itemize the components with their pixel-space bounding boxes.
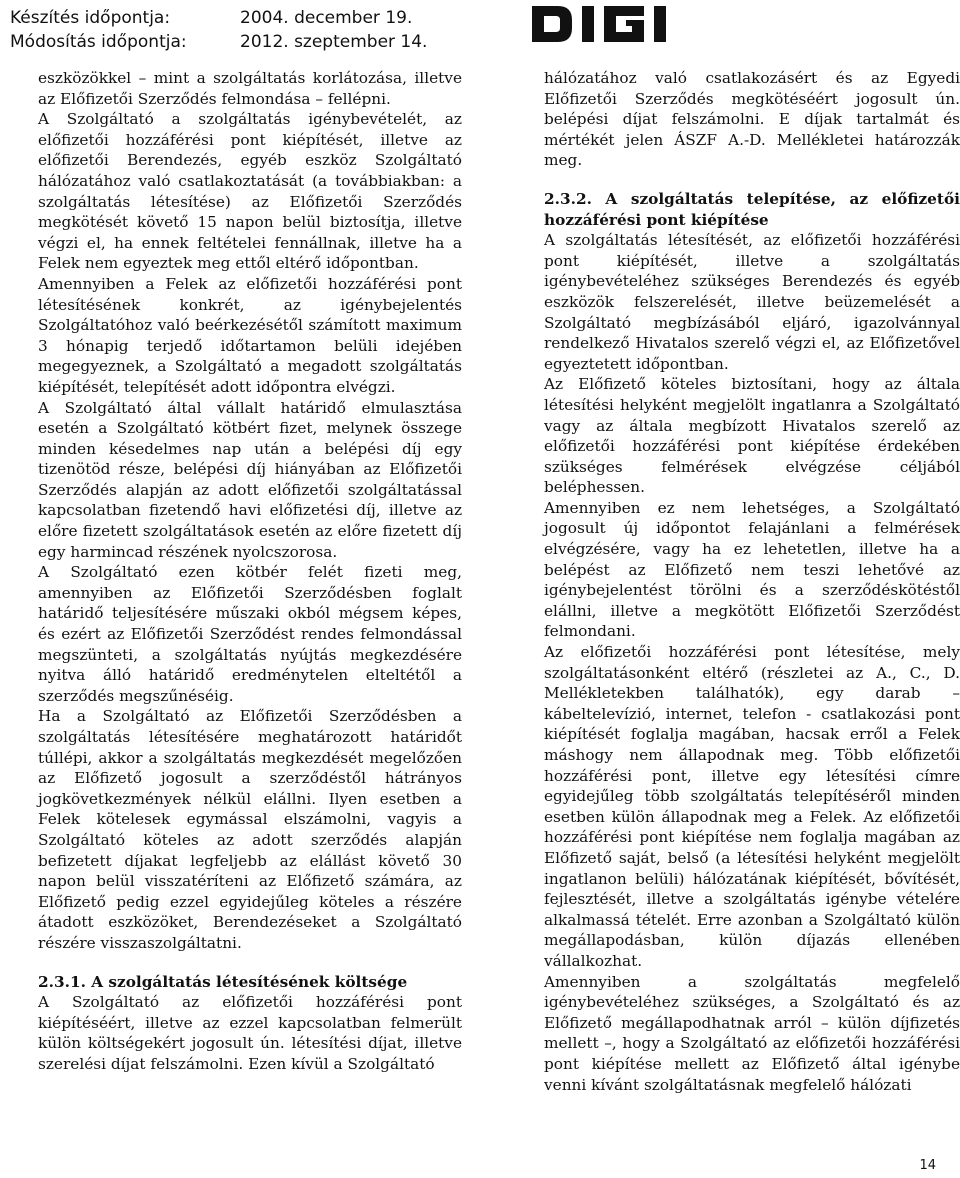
left-column bbox=[38, 68, 462, 1075]
paragraph: hálózatához való csatlakozásért és az Egyedi Előfizetői Szerződés megkötéséért jogosult ún. belépési díjat felszámolni. E díjak tartalmát és mértékét jelen ÁSZF A.-D. Mellékletei határozzák meg. bbox=[544, 69, 960, 170]
paragraph: A Szolgáltató az előfizetői hozzáférési pont kiépítéséért, illetve az ezzel kapcsolatban felmerült külön költségekért jogosult ún. létesítési díjat, illetve szerelési díjat felszámolni. Ezen kívül a Szolgáltató bbox=[38, 993, 462, 1073]
paragraph: Ha a Szolgáltató az Előfizetői Szerződésben a szolgáltatás létesítésére meghatározott határidőt túllépi, akkor a szolgáltatás megkezdését megelőzően az Előfizető jogosult a szerződéstől hátrányos jogkövetkezmények nélkül elállni. Ilyen esetben a Felek kötelesek egymással elszámolni, vagyis a Szolgáltató köteles az adott szerződés alapján befizetett díjakat legfeljebb az elállást követő 30 napon belül visszatéríteni az Előfizető számára, az Előfizető pedig ezzel egyidejűleg köteles a részére átadott eszközöket, Berendezéseket a Szolgáltató részére visszaszolgáltatni. bbox=[38, 707, 462, 952]
document-header bbox=[10, 6, 427, 54]
paragraph: Az Előfizető köteles biztosítani, hogy az általa létesítési helyként megjelölt ingatlanra a Szolgáltató vagy az általa megbízott Hivatalos szerelő az előfizetői hozzáférési pont kiépítése érdekében szükséges felmérések elvégzése céljából beléphessen. bbox=[544, 375, 960, 497]
created-value: 2004. december 19. bbox=[240, 8, 413, 28]
paragraph: Amennyiben a Felek az előfizetői hozzáférési pont létesítésének konkrét, az igénybejelentés Szolgáltatóhoz való beérkezésétől számított maximum 3 hónapig terjedő időtartamon belüli idejében megegyeznek, a Szolgáltató a megadott szolgáltatás kiépítését, telepítését adott időpontra elvégzi. bbox=[38, 274, 462, 396]
section-heading-2-3-2: 2.3.2. A szolgáltatás telepítése, az előfizetői hozzáférési pont kiépítése bbox=[544, 189, 960, 229]
paragraph: A Szolgáltató a szolgáltatás igénybevételét, az előfizetői hozzáférési pont kiépítését, illetve az előfizetői Berendezés, egyéb eszköz Szolgáltató hálózatához való csatlakoztatását (a továbbiakban: a szolgáltatás létesítése) az Előfizetői Szerződés megkötését követő 15 napon belül biztosítja, illetve végzi el, ha ennek feltételei fennállnak, illetve ha a Felek nem egyeztek meg ettől eltérő időpontban. bbox=[38, 110, 462, 273]
paragraph: Amennyiben a szolgáltatás megfelelő igénybevételéhez szükséges, a Szolgáltató és az Előfizető megállapodhatnak arról – külön díjfizetés mellett –, hogy a Szolgáltató az előfizetői hozzáférési pont kiépítése mellett az Előfizető által igénybe venni kívánt szolgáltatásnak megfelelő hálózati bbox=[544, 972, 960, 1094]
section-heading-2-3-1: 2.3.1. A szolgáltatás létesítésének költsége bbox=[38, 972, 408, 991]
digi-logo bbox=[532, 4, 696, 44]
page-number: 14 bbox=[919, 1158, 936, 1173]
paragraph: A Szolgáltató ezen kötbér felét fizeti meg, amennyiben az Előfizetői Szerződésben foglalt határidő teljesítésére műszaki okból mégsem képes, és ezért az Előfizetői Szerződést rendes felmondással megszünteti, a szolgáltatás nyújtás megkezdésére nyitva álló határidő eredménytelen elteltétől a szerződés megszűnéséig. bbox=[38, 563, 462, 705]
modified-label: Módosítás időpontja: bbox=[10, 32, 187, 52]
paragraph: eszközökkel – mint a szolgáltatás korlátozása, illetve az Előfizetői Szerződés felmondása – fellépni. bbox=[38, 69, 462, 108]
right-column bbox=[544, 68, 960, 1095]
paragraph: Amennyiben ez nem lehetséges, a Szolgáltató jogosult új időpontot felajánlani a felmérések elvégzésére, vagy ha ez lehetetlen, illetve ha a belépést az Előfizető nem teszi lehetővé az igénybejelentést törölni és a szerződéskötéstől elállni, illetve a megkötött Előfizetői Szerződést felmondani. bbox=[544, 498, 960, 641]
created-label: Készítés időpontja: bbox=[10, 8, 171, 28]
paragraph: A Szolgáltató által vállalt határidő elmulasztása esetén a Szolgáltató kötbért fizet, melynek összege minden késedelmes nap után a belépési díj egy tizenötöd része, belépési díj hiányában az Előfizetői Szerződés alapján az adott előfizetői szolgáltatással kapcsolatban fizetendő havi előfizetési díj, illetve az előre fizetett szolgáltatások esetén az előre fizetett díj egy harmincad részének nyolcszorosa. bbox=[38, 398, 462, 561]
modified-row bbox=[10, 30, 427, 54]
created-row bbox=[10, 6, 427, 30]
modified-value: 2012. szeptember 14. bbox=[240, 32, 428, 52]
paragraph: A szolgáltatás létesítését, az előfizetői hozzáférési pont kiépítését, illetve a szolgáltatás igénybevételéhez szükséges Berendezés és egyéb eszközök felszerelését, illetve beüzemelését a Szolgáltató megbízásából eljáró, igazolvánnyal rendelkező Hivatalos szerelő végzi el, az Előfizetővel egyeztetett időpontban. bbox=[544, 231, 960, 373]
paragraph: Az előfizetői hozzáférési pont létesítése, mely szolgáltatásonként eltérő (részletei az A., C., D. Mellékletekben találhatók), egy darab – kábeltelevízió, internet, telefon - csatlakozási pont kiépítését foglalja magában, hacsak erről a Felek máshogy nem állapodnak meg. Több előfizetői hozzáférési pont, illetve egy létesítési címre egyidejűleg több szolgáltatás telepítéséről minden esetben külön állapodnak meg a Felek. Az előfizetői hozzáférési pont kiépítése nem foglalja magában az Előfizető saját, belső (a létesítési helyként megjelölt ingatlanon belüli) hálózatának kiépítését, bővítését, fejlesztését, illetve a szolgáltatás igénybe vételére alkalmassá tételét. Erre azonban a Szolgáltató külön megállapodásban, külön díjazás ellenében vállalkozhat. bbox=[544, 643, 960, 970]
